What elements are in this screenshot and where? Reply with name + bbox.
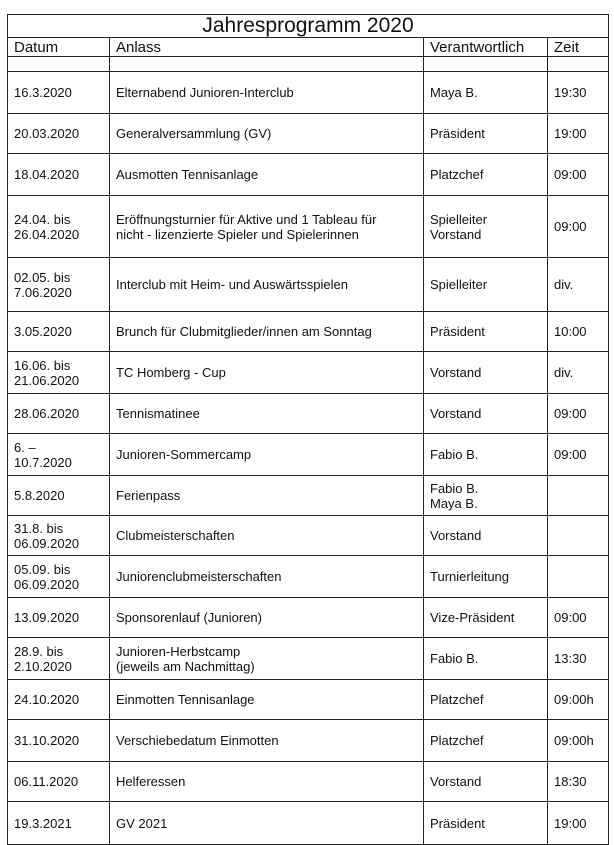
- cell-verantwortlich-line: Präsident: [430, 126, 485, 141]
- cell-anlass-line: Sponsorenlauf (Junioren): [116, 610, 262, 625]
- cell-datum-line: 3.05.2020: [14, 324, 72, 339]
- cell-anlass-line: Einmotten Tennisanlage: [116, 692, 255, 707]
- table-row: [8, 154, 609, 196]
- cell-datum-line: 24.04. bis: [14, 211, 71, 227]
- cell-verantwortlich: [424, 394, 548, 434]
- cell-verantwortlich-line: Vorstand: [430, 406, 482, 421]
- cell-zeit: 19:00: [548, 802, 609, 845]
- cell-datum-line: 06.11.2020: [14, 774, 79, 789]
- cell-verantwortlich: [424, 516, 548, 556]
- table-row: [8, 476, 609, 516]
- cell-anlass-line: Brunch für Clubmitglieder/innen am Sonntag: [116, 324, 372, 339]
- cell-datum-line: 24.10.2020: [14, 692, 80, 707]
- cell-verantwortlich-line: Platzchef: [430, 733, 484, 748]
- cell-datum-line: 06.09.2020: [14, 576, 80, 592]
- cell-anlass-line: Junioren-Sommercamp: [116, 447, 252, 462]
- cell-anlass: [110, 556, 424, 598]
- cell-verantwortlich: [424, 802, 548, 845]
- cell-verantwortlich-line: Präsident: [430, 324, 485, 339]
- cell-verantwortlich: [424, 196, 548, 258]
- program-table: [7, 14, 609, 845]
- cell-datum: [8, 312, 110, 352]
- cell-verantwortlich-line: Spielleiter: [430, 211, 488, 227]
- cell-datum-line: 28.06.2020: [14, 406, 80, 421]
- cell-verantwortlich-line: Vorstand: [430, 528, 482, 543]
- cell-datum: [8, 762, 110, 802]
- cell-anlass-line: Generalversammlung (GV): [116, 126, 272, 141]
- cell-datum: [8, 114, 110, 154]
- cell-verantwortlich-line: Vize-Präsident: [430, 610, 515, 625]
- cell-datum-line: 05.09. bis: [14, 561, 71, 577]
- cell-zeit: div.: [548, 258, 609, 312]
- program-rows: [8, 57, 609, 845]
- cell-datum-line: 19.3.2021: [14, 815, 72, 831]
- cell-datum-line: 13.09.2020: [14, 610, 80, 625]
- table-row: [8, 516, 609, 556]
- cell-verantwortlich-line: Turnierleitung: [430, 569, 510, 584]
- cell-anlass: [110, 258, 424, 312]
- cell-verantwortlich-line: Vorstand: [430, 226, 482, 242]
- cell-anlass-line: Interclub mit Heim- und Auswärtsspielen: [116, 277, 348, 292]
- cell-zeit: 09:00: [548, 196, 609, 258]
- cell-datum: [8, 516, 110, 556]
- cell-verantwortlich-line: Fabio B.: [430, 447, 479, 462]
- cell-verantwortlich: [424, 598, 548, 638]
- cell-verantwortlich: [424, 352, 548, 394]
- cell-verantwortlich-line: Maya B.: [430, 495, 478, 511]
- cell-datum: [8, 154, 110, 196]
- cell-verantwortlich: [424, 638, 548, 680]
- cell-zeit: [548, 556, 609, 598]
- cell-anlass-line: Elternabend Junioren-Interclub: [116, 85, 294, 100]
- cell-verantwortlich-line: Maya B.: [430, 85, 478, 100]
- cell-anlass: [110, 352, 424, 394]
- cell-zeit: 09:00h: [548, 720, 609, 762]
- cell-datum: [8, 394, 110, 434]
- cell-anlass: [110, 154, 424, 196]
- cell-datum: [8, 638, 110, 680]
- cell-verantwortlich: [424, 680, 548, 720]
- spacer-row: [8, 57, 609, 72]
- cell-datum: [8, 72, 110, 114]
- cell-datum-line: 6. –: [14, 439, 36, 455]
- cell-anlass: [110, 802, 424, 845]
- cell-anlass: [110, 476, 424, 516]
- cell-anlass-line: Verschiebedatum Einmotten: [116, 733, 279, 748]
- cell-datum-line: 16.06. bis: [14, 357, 71, 373]
- cell-verantwortlich-line: Vorstand: [430, 774, 482, 789]
- table-row: [8, 720, 609, 762]
- cell-datum-line: 18.04.2020: [14, 167, 80, 182]
- cell-verantwortlich: [424, 720, 548, 762]
- table-row: [8, 394, 609, 434]
- header-datum: Datum: [8, 38, 110, 57]
- cell-datum: [8, 598, 110, 638]
- header-anlass: Anlass: [110, 38, 424, 57]
- cell-anlass-line: GV 2021: [116, 815, 168, 831]
- cell-zeit: 09:00: [548, 394, 609, 434]
- table-row: [8, 680, 609, 720]
- cell-datum-line: 5.8.2020: [14, 488, 65, 503]
- table-row: [8, 312, 609, 352]
- cell-datum: [8, 680, 110, 720]
- cell-anlass: [110, 598, 424, 638]
- cell-verantwortlich-line: Spielleiter: [430, 277, 488, 292]
- cell-datum: [8, 196, 110, 258]
- cell-zeit: 09:00: [548, 434, 609, 476]
- cell-verantwortlich: [424, 154, 548, 196]
- cell-datum: [8, 258, 110, 312]
- cell-verantwortlich-line: Fabio B.: [430, 480, 479, 496]
- cell-anlass: [110, 720, 424, 762]
- cell-anlass-line: (jeweils am Nachmittag): [116, 658, 255, 674]
- cell-datum-line: 28.9. bis: [14, 643, 64, 659]
- cell-datum-line: 10.7.2020: [14, 454, 72, 470]
- cell-verantwortlich: [424, 72, 548, 114]
- table-row: [8, 802, 609, 845]
- table-row: [8, 556, 609, 598]
- cell-anlass-line: Eröffnungsturnier für Aktive und 1 Tableau für: [116, 211, 377, 227]
- cell-datum-line: 21.06.2020: [14, 372, 80, 388]
- table-row: [8, 598, 609, 638]
- cell-anlass-line: Tennismatinee: [116, 406, 200, 421]
- cell-anlass: [110, 516, 424, 556]
- table-row: [8, 72, 609, 114]
- cell-anlass: [110, 394, 424, 434]
- cell-zeit: 09:00h: [548, 680, 609, 720]
- cell-anlass-line: Clubmeisterschaften: [116, 528, 235, 543]
- cell-datum: [8, 352, 110, 394]
- cell-datum: [8, 720, 110, 762]
- table-row: [8, 196, 609, 258]
- cell-anlass-line: Juniorenclubmeisterschaften: [116, 569, 282, 584]
- cell-datum-line: 31.10.2020: [14, 733, 80, 748]
- cell-anlass: [110, 196, 424, 258]
- cell-datum: [8, 476, 110, 516]
- page-title: Jahresprogramm 2020: [8, 15, 609, 38]
- table-row: [8, 434, 609, 476]
- cell-datum-line: 2.10.2020: [14, 658, 72, 674]
- cell-zeit: 13:30: [548, 638, 609, 680]
- cell-verantwortlich: [424, 762, 548, 802]
- table-row: [8, 638, 609, 680]
- cell-verantwortlich-line: Vorstand: [430, 365, 482, 380]
- cell-datum-line: 02.05. bis: [14, 269, 71, 285]
- cell-anlass: [110, 680, 424, 720]
- cell-anlass: [110, 434, 424, 476]
- cell-anlass-line: nicht - lizenzierte Spieler und Spielerinnen: [116, 226, 359, 242]
- cell-zeit: [548, 476, 609, 516]
- cell-datum-line: 16.3.2020: [14, 85, 72, 100]
- cell-verantwortlich: [424, 556, 548, 598]
- cell-datum: [8, 556, 110, 598]
- cell-zeit: 19:00: [548, 114, 609, 154]
- cell-anlass: [110, 114, 424, 154]
- cell-zeit: 09:00: [548, 154, 609, 196]
- cell-anlass: [110, 72, 424, 114]
- cell-zeit: 19:30: [548, 72, 609, 114]
- cell-verantwortlich: [424, 312, 548, 352]
- cell-verantwortlich: [424, 434, 548, 476]
- cell-zeit: [548, 516, 609, 556]
- cell-zeit: 10:00: [548, 312, 609, 352]
- cell-zeit: 09:00: [548, 598, 609, 638]
- cell-anlass: [110, 638, 424, 680]
- cell-datum: [8, 802, 110, 845]
- cell-datum-line: 31.8. bis: [14, 520, 64, 536]
- cell-verantwortlich: [424, 258, 548, 312]
- cell-anlass-line: Ausmotten Tennisanlage: [116, 167, 259, 182]
- cell-datum-line: 20.03.2020: [14, 126, 80, 141]
- cell-verantwortlich-line: Fabio B.: [430, 651, 479, 666]
- cell-verantwortlich-line: Platzchef: [430, 167, 484, 182]
- header-zeit: Zeit: [548, 38, 609, 57]
- table-row: [8, 258, 609, 312]
- table-row: [8, 114, 609, 154]
- cell-verantwortlich-line: Präsident: [430, 815, 485, 831]
- cell-verantwortlich: [424, 114, 548, 154]
- cell-datum-line: 06.09.2020: [14, 535, 80, 551]
- cell-anlass: [110, 312, 424, 352]
- cell-anlass: [110, 762, 424, 802]
- cell-zeit: 18:30: [548, 762, 609, 802]
- cell-verantwortlich-line: Platzchef: [430, 692, 484, 707]
- cell-verantwortlich: [424, 476, 548, 516]
- cell-zeit: div.: [548, 352, 609, 394]
- cell-anlass-line: Junioren-Herbstcamp: [116, 643, 241, 659]
- cell-anlass-line: Ferienpass: [116, 488, 181, 503]
- cell-datum-line: 26.04.2020: [14, 226, 80, 242]
- header-verantwortlich: Verantwortlich: [424, 38, 548, 57]
- cell-datum: [8, 434, 110, 476]
- table-row: [8, 352, 609, 394]
- cell-anlass-line: Helferessen: [116, 774, 186, 789]
- table-row: [8, 762, 609, 802]
- cell-anlass-line: TC Homberg - Cup: [116, 365, 226, 380]
- cell-datum-line: 7.06.2020: [14, 284, 72, 300]
